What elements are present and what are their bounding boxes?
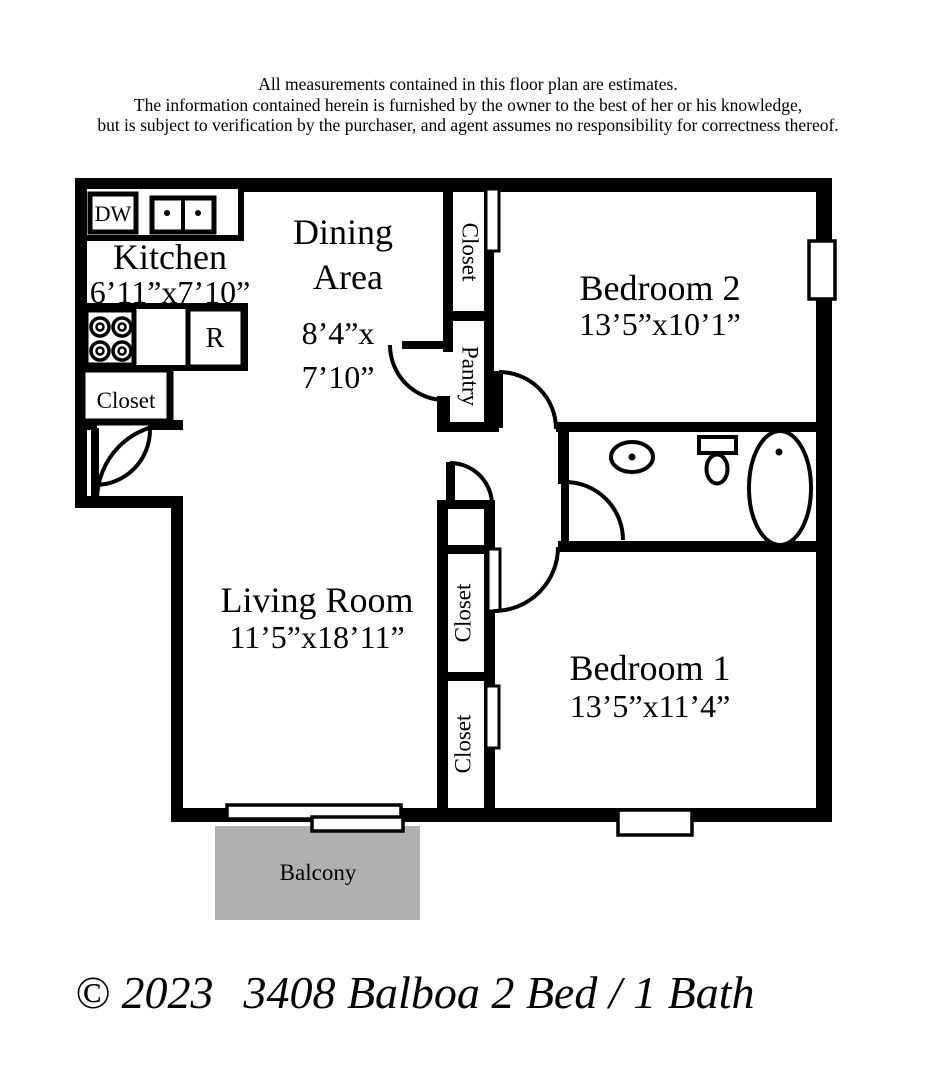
bedroom2-dims: 13’5”x10’1” [579,306,741,342]
kitchen-closet-door-arc [95,430,150,485]
sink-drain [629,454,636,461]
bedroom1-closet-label: Closet [450,714,476,774]
bedroom1-window [618,810,692,835]
sink-drain-right [195,210,201,216]
living-room-label: Living Room [220,580,414,620]
hall-closet-door-arc [450,463,492,505]
dining-label-2: Area [313,257,383,297]
pantry-door-arc [390,345,445,400]
dishwasher-label: DW [94,201,132,226]
balcony-label: Balcony [279,860,357,885]
bedroom2-door-arc [499,372,556,429]
plan-title-text: 3408 Balboa 2 Bed / 1 Bath [243,967,755,1018]
bedroom1-closet-door [486,686,499,748]
bedroom1-label: Bedroom 1 [569,648,731,688]
bathtub [749,431,811,545]
bedroom2-window [809,241,835,299]
dining-label-1: Dining [292,212,394,252]
bedroom1-dims: 13’5”x11’4” [569,688,731,724]
bathroom-fixtures [611,431,811,545]
dining-dims-2: 7’10” [301,359,375,395]
disclaimer-line-2: The information contained herein is furnished by the owner to the best of her or his knowledge, [133,94,803,115]
sink-drain-left [164,210,170,216]
bedroom2-closet-label: Closet [457,222,483,282]
living-room-dims: 11’5”x18’11” [229,619,405,655]
bathroom-door-leaf [561,481,569,541]
bathroom-door-arc [565,482,623,540]
bedroom1-door-arc [494,547,558,611]
toilet-bowl [707,455,728,484]
kitchen-closet-label: Closet [96,388,156,413]
disclaimer-line-3: but is subject to verification by the purchaser, and agent assumes no responsibility for correctness thereof. [97,115,839,136]
hall-closet-door-leaf [446,462,455,505]
kitchen-dims: 6’11”x7’10” [89,274,251,310]
bathtub-drain [776,449,783,456]
bedroom2-closet-door [486,189,499,251]
pantry-label: Pantry [457,345,483,407]
entry-door-arc [97,424,173,500]
hall-closet-label: Closet [450,583,476,643]
sliding-door-panel-2 [312,817,403,831]
bedroom2-door-leaf [494,371,503,428]
dining-dims-1: 8’4”x [301,315,375,351]
kitchen-label: Kitchen [113,237,227,277]
toilet-tank [699,437,736,453]
disclaimer-line-1: All measurements contained in this floor plan are estimates. [258,74,678,94]
refrigerator-label: R [205,323,225,354]
pantry-door-leaf [402,341,447,349]
copyright-year: © 2023 [75,967,214,1018]
plan-title [75,966,905,1019]
bedroom2-label: Bedroom 2 [579,268,741,308]
bedroom1-door-leaf [488,549,500,611]
